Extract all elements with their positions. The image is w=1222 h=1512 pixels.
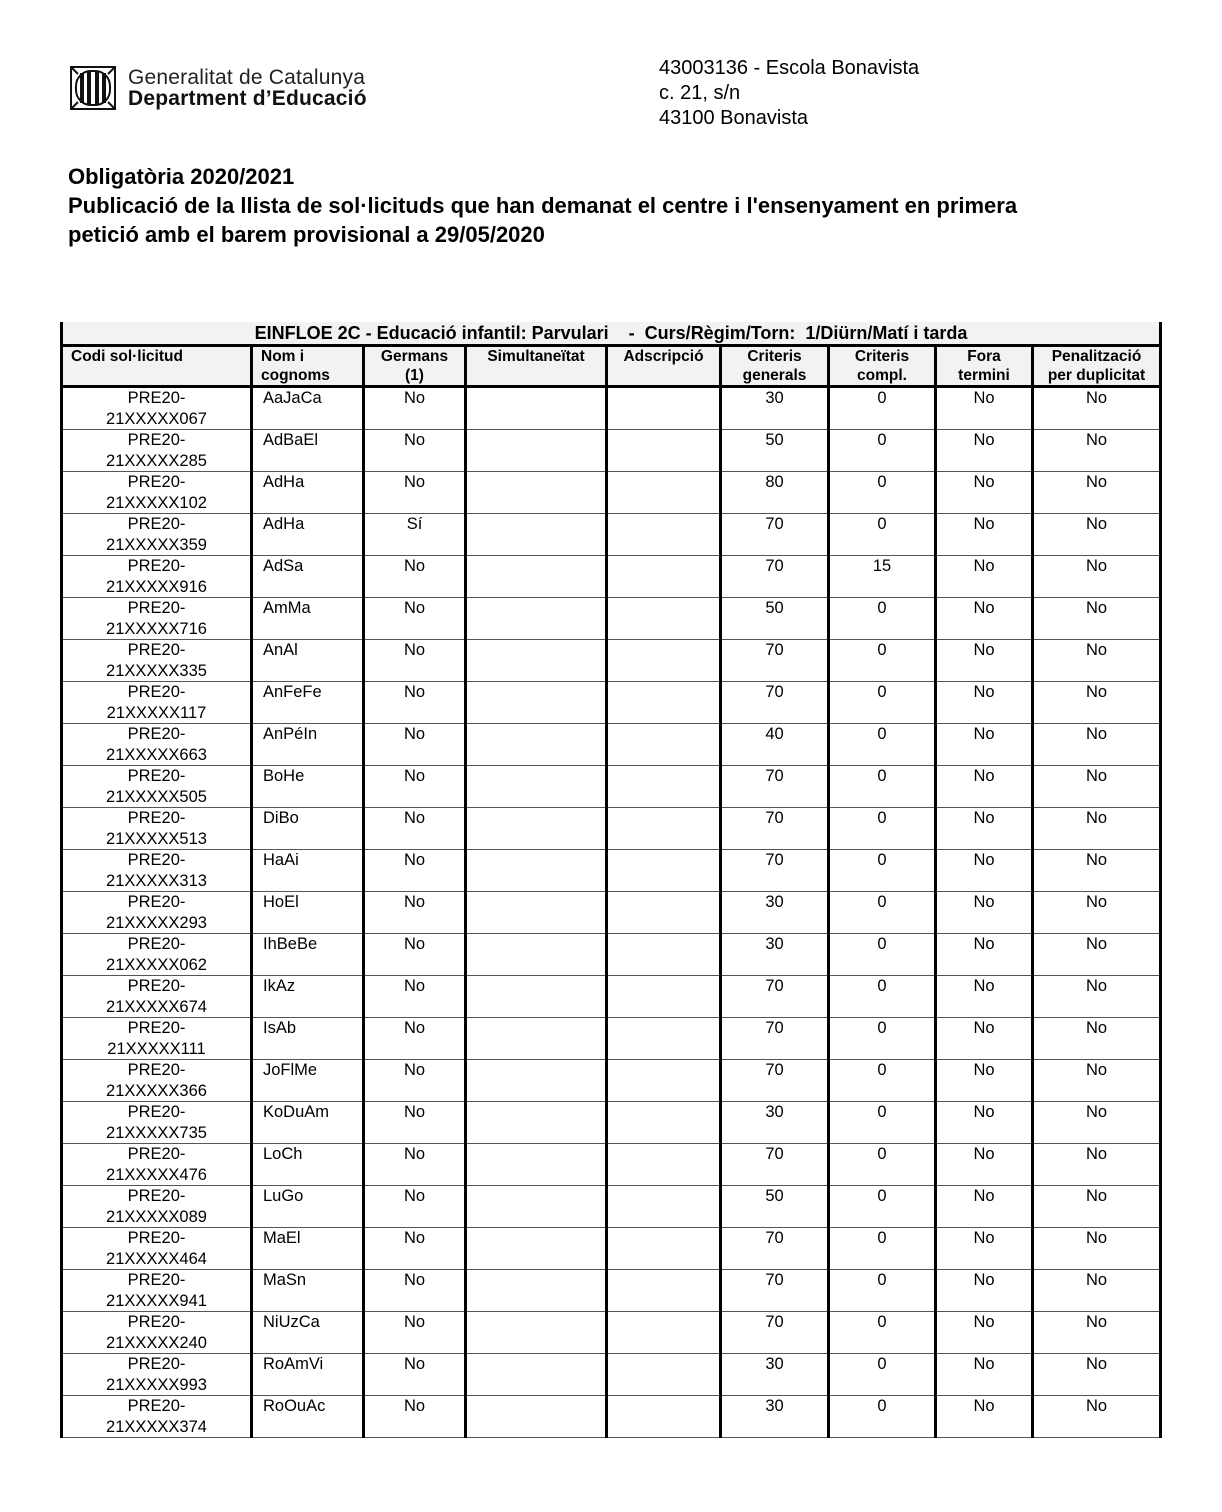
school-address: [659, 56, 919, 131]
cell-simultaneitat: [466, 808, 607, 850]
cell-codi: PRE20- 21XXXXX513: [62, 808, 252, 850]
cell-germans: No: [364, 1018, 466, 1060]
cell-germans: No: [364, 387, 466, 430]
cell-germans: No: [364, 1186, 466, 1228]
cell-germans: No: [364, 976, 466, 1018]
cell-adscripcio: [607, 640, 721, 682]
cell-penalitzacio: No: [1033, 430, 1161, 472]
cell-nom: AmMa: [252, 598, 364, 640]
table-row: [62, 976, 1161, 1018]
cell-criteris-compl: 0: [829, 1144, 936, 1186]
applications-table: [60, 322, 1162, 1438]
cell-fora-termini: No: [936, 976, 1033, 1018]
cell-codi: PRE20- 21XXXXX716: [62, 598, 252, 640]
cell-simultaneitat: [466, 1102, 607, 1144]
cell-criteris-compl: 0: [829, 808, 936, 850]
cell-nom: AdBaEl: [252, 430, 364, 472]
cell-fora-termini: No: [936, 934, 1033, 976]
cell-germans: No: [364, 598, 466, 640]
cell-codi: PRE20- 21XXXXX293: [62, 892, 252, 934]
cell-codi: PRE20- 21XXXXX464: [62, 1228, 252, 1270]
cell-simultaneitat: [466, 724, 607, 766]
cell-simultaneitat: [466, 1228, 607, 1270]
title-publication-line2: petició amb el barem provisional a 29/05/2020: [68, 222, 545, 247]
cell-adscripcio: [607, 1354, 721, 1396]
cell-criteris-compl: 0: [829, 430, 936, 472]
col-header-fora-termini: Fora termini: [936, 346, 1033, 387]
cell-penalitzacio: No: [1033, 766, 1161, 808]
cell-penalitzacio: No: [1033, 808, 1161, 850]
cell-fora-termini: No: [936, 1060, 1033, 1102]
cell-criteris-generals: 50: [721, 1186, 829, 1228]
cell-penalitzacio: No: [1033, 640, 1161, 682]
school-street: c. 21, s/n: [659, 82, 741, 104]
cell-codi: PRE20- 21XXXXX117: [62, 682, 252, 724]
cell-germans: Sí: [364, 514, 466, 556]
cell-simultaneitat: [466, 1354, 607, 1396]
cell-penalitzacio: No: [1033, 1144, 1161, 1186]
cell-codi: PRE20- 21XXXXX505: [62, 766, 252, 808]
table-row: [62, 1018, 1161, 1060]
cell-simultaneitat: [466, 976, 607, 1018]
cell-adscripcio: [607, 1144, 721, 1186]
logo-department-text: Department d’Educació: [128, 87, 367, 110]
cell-criteris-generals: 70: [721, 808, 829, 850]
cell-germans: No: [364, 1102, 466, 1144]
cell-nom: HaAi: [252, 850, 364, 892]
cell-nom: AnFeFe: [252, 682, 364, 724]
cell-adscripcio: [607, 598, 721, 640]
cell-fora-termini: No: [936, 514, 1033, 556]
cell-germans: No: [364, 850, 466, 892]
cell-criteris-generals: 70: [721, 1228, 829, 1270]
cell-fora-termini: No: [936, 850, 1033, 892]
cell-codi: PRE20- 21XXXXX674: [62, 976, 252, 1018]
cell-germans: No: [364, 1312, 466, 1354]
cell-nom: DiBo: [252, 808, 364, 850]
table-group-title-row: [62, 322, 1161, 346]
table-row: [62, 766, 1161, 808]
col-header-penalitzacio: Penalització per duplicitat: [1033, 346, 1161, 387]
cell-nom: IhBeBe: [252, 934, 364, 976]
cell-penalitzacio: No: [1033, 1270, 1161, 1312]
cell-nom: AdSa: [252, 556, 364, 598]
cell-nom: AdHa: [252, 514, 364, 556]
cell-penalitzacio: No: [1033, 1060, 1161, 1102]
cell-nom: MaSn: [252, 1270, 364, 1312]
cell-penalitzacio: No: [1033, 1312, 1161, 1354]
cell-germans: No: [364, 766, 466, 808]
table-row: [62, 1312, 1161, 1354]
cell-simultaneitat: [466, 1060, 607, 1102]
cell-simultaneitat: [466, 1144, 607, 1186]
cell-codi: PRE20- 21XXXXX941: [62, 1270, 252, 1312]
col-header-criteris-generals: Criteris generals: [721, 346, 829, 387]
table-row: [62, 387, 1161, 430]
cell-penalitzacio: No: [1033, 1102, 1161, 1144]
table-row: [62, 430, 1161, 472]
cell-germans: No: [364, 682, 466, 724]
cell-criteris-generals: 70: [721, 976, 829, 1018]
cell-adscripcio: [607, 976, 721, 1018]
cell-penalitzacio: No: [1033, 976, 1161, 1018]
table-row: [62, 892, 1161, 934]
cell-penalitzacio: No: [1033, 514, 1161, 556]
cell-penalitzacio: No: [1033, 1354, 1161, 1396]
cell-criteris-compl: 0: [829, 976, 936, 1018]
col-header-simultaneitat: Simultaneïtat: [466, 346, 607, 387]
cell-penalitzacio: No: [1033, 1228, 1161, 1270]
cell-criteris-compl: 0: [829, 682, 936, 724]
cell-germans: No: [364, 1354, 466, 1396]
generalitat-emblem-icon: [70, 66, 116, 110]
cell-penalitzacio: No: [1033, 1396, 1161, 1438]
cell-simultaneitat: [466, 682, 607, 724]
cell-germans: No: [364, 1396, 466, 1438]
cell-criteris-compl: 0: [829, 472, 936, 514]
cell-fora-termini: No: [936, 387, 1033, 430]
cell-adscripcio: [607, 850, 721, 892]
cell-nom: KoDuAm: [252, 1102, 364, 1144]
col-header-criteris-compl: Criteris compl.: [829, 346, 936, 387]
cell-criteris-compl: 15: [829, 556, 936, 598]
cell-penalitzacio: No: [1033, 850, 1161, 892]
cell-penalitzacio: No: [1033, 892, 1161, 934]
cell-criteris-generals: 70: [721, 1144, 829, 1186]
cell-codi: PRE20- 21XXXXX313: [62, 850, 252, 892]
cell-adscripcio: [607, 682, 721, 724]
table-row: [62, 1060, 1161, 1102]
table-row: [62, 514, 1161, 556]
cell-penalitzacio: No: [1033, 682, 1161, 724]
cell-codi: PRE20- 21XXXXX062: [62, 934, 252, 976]
cell-simultaneitat: [466, 1312, 607, 1354]
cell-codi: PRE20- 21XXXXX663: [62, 724, 252, 766]
cell-criteris-generals: 70: [721, 556, 829, 598]
cell-fora-termini: No: [936, 724, 1033, 766]
cell-germans: No: [364, 1270, 466, 1312]
school-city: 43100 Bonavista: [659, 107, 809, 129]
cell-simultaneitat: [466, 1396, 607, 1438]
cell-nom: BoHe: [252, 766, 364, 808]
cell-simultaneitat: [466, 472, 607, 514]
cell-criteris-generals: 40: [721, 724, 829, 766]
cell-criteris-compl: 0: [829, 1060, 936, 1102]
cell-simultaneitat: [466, 514, 607, 556]
school-name: 43003136 - Escola Bonavista: [659, 57, 920, 79]
table-row: [62, 640, 1161, 682]
cell-criteris-compl: 0: [829, 850, 936, 892]
cell-criteris-compl: 0: [829, 1186, 936, 1228]
cell-criteris-compl: 0: [829, 640, 936, 682]
cell-fora-termini: No: [936, 1018, 1033, 1060]
cell-codi: PRE20- 21XXXXX335: [62, 640, 252, 682]
cell-penalitzacio: No: [1033, 472, 1161, 514]
cell-simultaneitat: [466, 766, 607, 808]
cell-germans: No: [364, 556, 466, 598]
cell-germans: No: [364, 1144, 466, 1186]
cell-nom: IsAb: [252, 1018, 364, 1060]
cell-criteris-generals: 70: [721, 1312, 829, 1354]
table-header-row: [62, 346, 1161, 387]
cell-germans: No: [364, 1228, 466, 1270]
cell-criteris-compl: 0: [829, 1396, 936, 1438]
cell-simultaneitat: [466, 934, 607, 976]
cell-adscripcio: [607, 1018, 721, 1060]
cell-criteris-generals: 70: [721, 682, 829, 724]
cell-nom: RoOuAc: [252, 1396, 364, 1438]
cell-adscripcio: [607, 892, 721, 934]
cell-codi: PRE20- 21XXXXX359: [62, 514, 252, 556]
table-row: [62, 598, 1161, 640]
cell-codi: PRE20- 21XXXXX366: [62, 1060, 252, 1102]
cell-nom: AaJaCa: [252, 387, 364, 430]
col-header-germans: Germans (1): [364, 346, 466, 387]
cell-simultaneitat: [466, 1186, 607, 1228]
table-row: [62, 472, 1161, 514]
generalitat-logo: [70, 66, 367, 110]
table-row: [62, 934, 1161, 976]
cell-germans: No: [364, 892, 466, 934]
cell-codi: PRE20- 21XXXXX067: [62, 387, 252, 430]
cell-criteris-generals: 50: [721, 598, 829, 640]
table-row: [62, 1270, 1161, 1312]
cell-germans: No: [364, 640, 466, 682]
cell-fora-termini: No: [936, 1354, 1033, 1396]
cell-penalitzacio: No: [1033, 724, 1161, 766]
cell-criteris-compl: 0: [829, 724, 936, 766]
cell-penalitzacio: No: [1033, 934, 1161, 976]
cell-codi: PRE20- 21XXXXX476: [62, 1144, 252, 1186]
cell-codi: PRE20- 21XXXXX102: [62, 472, 252, 514]
cell-adscripcio: [607, 1060, 721, 1102]
table-row: [62, 556, 1161, 598]
cell-codi: PRE20- 21XXXXX993: [62, 1354, 252, 1396]
cell-nom: AnAl: [252, 640, 364, 682]
table-body: [62, 387, 1161, 1438]
cell-criteris-compl: 0: [829, 514, 936, 556]
cell-criteris-generals: 30: [721, 892, 829, 934]
cell-simultaneitat: [466, 556, 607, 598]
cell-criteris-compl: 0: [829, 766, 936, 808]
cell-criteris-compl: 0: [829, 598, 936, 640]
cell-fora-termini: No: [936, 598, 1033, 640]
cell-simultaneitat: [466, 387, 607, 430]
table-row: [62, 850, 1161, 892]
document-title: [68, 162, 1017, 249]
cell-fora-termini: No: [936, 1102, 1033, 1144]
cell-penalitzacio: No: [1033, 598, 1161, 640]
cell-adscripcio: [607, 1270, 721, 1312]
cell-nom: IkAz: [252, 976, 364, 1018]
col-header-nom: Nom i cognoms: [252, 346, 364, 387]
logo-generalitat-text: Generalitat de Catalunya: [128, 66, 366, 89]
col-header-adscripcio: Adscripció: [607, 346, 721, 387]
cell-nom: LuGo: [252, 1186, 364, 1228]
cell-criteris-compl: 0: [829, 1270, 936, 1312]
cell-simultaneitat: [466, 892, 607, 934]
cell-nom: AdHa: [252, 472, 364, 514]
cell-penalitzacio: No: [1033, 1186, 1161, 1228]
cell-criteris-generals: 80: [721, 472, 829, 514]
cell-criteris-generals: 70: [721, 850, 829, 892]
cell-adscripcio: [607, 472, 721, 514]
cell-criteris-generals: 70: [721, 640, 829, 682]
cell-fora-termini: No: [936, 472, 1033, 514]
cell-criteris-generals: 30: [721, 387, 829, 430]
cell-germans: No: [364, 472, 466, 514]
cell-codi: PRE20- 21XXXXX240: [62, 1312, 252, 1354]
cell-fora-termini: No: [936, 1396, 1033, 1438]
title-publication-line1: Publicació de la llista de sol·licituds que han demanat el centre i l'ensenyament en primera: [68, 193, 1018, 218]
cell-adscripcio: [607, 724, 721, 766]
cell-fora-termini: No: [936, 430, 1033, 472]
cell-criteris-generals: 30: [721, 934, 829, 976]
cell-criteris-compl: 0: [829, 1312, 936, 1354]
cell-nom: NiUzCa: [252, 1312, 364, 1354]
cell-germans: No: [364, 1060, 466, 1102]
cell-fora-termini: No: [936, 808, 1033, 850]
cell-codi: PRE20- 21XXXXX089: [62, 1186, 252, 1228]
cell-adscripcio: [607, 1312, 721, 1354]
table-row: [62, 808, 1161, 850]
cell-fora-termini: No: [936, 682, 1033, 724]
cell-codi: PRE20- 21XXXXX735: [62, 1102, 252, 1144]
table-row: [62, 1354, 1161, 1396]
cell-criteris-compl: 0: [829, 387, 936, 430]
cell-penalitzacio: No: [1033, 556, 1161, 598]
cell-criteris-generals: 70: [721, 766, 829, 808]
table-row: [62, 724, 1161, 766]
table-group-title: EINFLOE 2C - Educació infantil: Parvulari - Curs/Règim/Torn: 1/Diürn/Matí i tarda: [62, 322, 1161, 346]
cell-adscripcio: [607, 934, 721, 976]
cell-codi: PRE20- 21XXXXX916: [62, 556, 252, 598]
cell-fora-termini: No: [936, 640, 1033, 682]
title-course-year: Obligatòria 2020/2021: [68, 164, 295, 189]
cell-germans: No: [364, 808, 466, 850]
col-header-codi: Codi sol·licitud: [62, 346, 252, 387]
cell-germans: No: [364, 934, 466, 976]
cell-nom: RoAmVi: [252, 1354, 364, 1396]
cell-criteris-compl: 0: [829, 892, 936, 934]
cell-adscripcio: [607, 556, 721, 598]
cell-criteris-generals: 50: [721, 430, 829, 472]
cell-criteris-generals: 70: [721, 1018, 829, 1060]
cell-fora-termini: No: [936, 892, 1033, 934]
cell-adscripcio: [607, 1396, 721, 1438]
cell-criteris-generals: 30: [721, 1102, 829, 1144]
table-row: [62, 1396, 1161, 1438]
cell-simultaneitat: [466, 1018, 607, 1060]
cell-nom: MaEl: [252, 1228, 364, 1270]
table-row: [62, 682, 1161, 724]
cell-fora-termini: No: [936, 766, 1033, 808]
cell-adscripcio: [607, 430, 721, 472]
cell-nom: LoCh: [252, 1144, 364, 1186]
cell-adscripcio: [607, 1228, 721, 1270]
cell-germans: No: [364, 724, 466, 766]
cell-adscripcio: [607, 1186, 721, 1228]
cell-simultaneitat: [466, 1270, 607, 1312]
cell-adscripcio: [607, 808, 721, 850]
cell-nom: HoEl: [252, 892, 364, 934]
cell-fora-termini: No: [936, 1144, 1033, 1186]
cell-fora-termini: No: [936, 1312, 1033, 1354]
table-row: [62, 1144, 1161, 1186]
table-row: [62, 1228, 1161, 1270]
cell-fora-termini: No: [936, 1228, 1033, 1270]
cell-criteris-generals: 30: [721, 1396, 829, 1438]
cell-simultaneitat: [466, 640, 607, 682]
cell-criteris-generals: 70: [721, 514, 829, 556]
cell-nom: AnPéIn: [252, 724, 364, 766]
cell-codi: PRE20- 21XXXXX285: [62, 430, 252, 472]
cell-criteris-generals: 70: [721, 1270, 829, 1312]
cell-criteris-generals: 30: [721, 1354, 829, 1396]
cell-adscripcio: [607, 387, 721, 430]
cell-criteris-compl: 0: [829, 1102, 936, 1144]
cell-fora-termini: No: [936, 556, 1033, 598]
cell-simultaneitat: [466, 598, 607, 640]
cell-simultaneitat: [466, 850, 607, 892]
cell-codi: PRE20- 21XXXXX111: [62, 1018, 252, 1060]
table-row: [62, 1186, 1161, 1228]
cell-criteris-compl: 0: [829, 1228, 936, 1270]
cell-adscripcio: [607, 1102, 721, 1144]
cell-fora-termini: No: [936, 1186, 1033, 1228]
cell-codi: PRE20- 21XXXXX374: [62, 1396, 252, 1438]
cell-criteris-compl: 0: [829, 1354, 936, 1396]
cell-criteris-generals: 70: [721, 1060, 829, 1102]
cell-criteris-compl: 0: [829, 934, 936, 976]
cell-germans: No: [364, 430, 466, 472]
cell-simultaneitat: [466, 430, 607, 472]
cell-adscripcio: [607, 766, 721, 808]
cell-penalitzacio: No: [1033, 1018, 1161, 1060]
cell-adscripcio: [607, 514, 721, 556]
cell-criteris-compl: 0: [829, 1018, 936, 1060]
cell-penalitzacio: No: [1033, 387, 1161, 430]
cell-fora-termini: No: [936, 1270, 1033, 1312]
cell-nom: JoFlMe: [252, 1060, 364, 1102]
table-row: [62, 1102, 1161, 1144]
